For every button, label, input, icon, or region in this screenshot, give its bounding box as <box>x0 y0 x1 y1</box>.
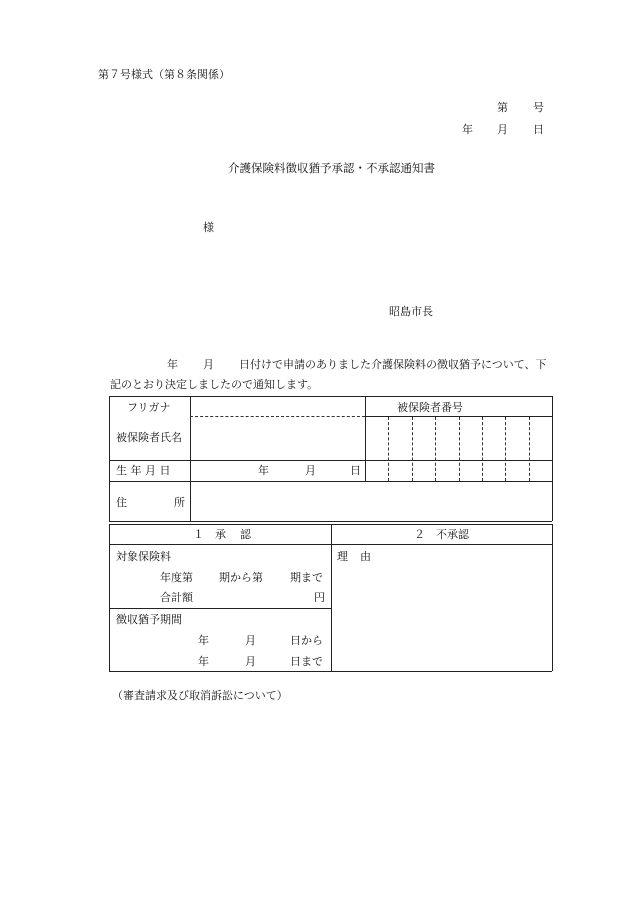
to-year: 年 <box>198 655 209 668</box>
furigana-label: フリガナ <box>127 401 171 414</box>
addressee-suffix: 様 <box>203 221 214 234</box>
digit-divider <box>459 417 460 481</box>
body-month: 月 <box>203 358 214 371</box>
table-left-border <box>109 396 110 521</box>
digit-divider <box>388 417 389 481</box>
furigana-separator <box>190 416 365 417</box>
deferral-period-label: 徴収猶予期間 <box>116 613 182 626</box>
insured-number-label: 被保険者番号 <box>397 401 463 414</box>
digit-divider <box>529 417 530 481</box>
label-column-divider <box>190 396 191 521</box>
birth-year: 年 <box>258 464 269 477</box>
table-right-border <box>552 396 553 521</box>
from-year: 年 <box>198 634 209 647</box>
body-line1: 日付けで申請のありました介護保険料の徴収猶予について、下 <box>239 358 547 371</box>
insured-number-divider <box>365 396 366 481</box>
birth-day: 日 <box>350 464 361 477</box>
decision-center-divider <box>331 524 332 671</box>
header-date-month: 月 <box>497 123 508 136</box>
row-line-birth <box>109 481 552 482</box>
reason-label-a: 理 <box>337 550 348 563</box>
decision-left-border <box>109 524 110 671</box>
address-label-b: 所 <box>174 496 185 509</box>
digit-divider <box>435 417 436 481</box>
to-month: 月 <box>245 655 256 668</box>
to-day: 日まで <box>290 655 323 668</box>
rejected-label: 不承認 <box>436 528 469 541</box>
digit-divider <box>412 417 413 481</box>
deferral-separator <box>109 608 331 609</box>
period-to: 期まで <box>290 571 323 584</box>
approved-a: 承 <box>215 528 226 541</box>
decision-bottom-border <box>109 671 552 672</box>
header-date-year: 年 <box>462 123 473 136</box>
table-top-border <box>109 396 552 397</box>
address-label-a: 住 <box>116 496 127 509</box>
total-label: 合計額 <box>160 591 193 604</box>
reason-label-b: 由 <box>360 550 371 563</box>
body-year: 年 <box>167 358 178 371</box>
approved-num: １ <box>193 528 204 541</box>
form-number: 第７号様式（第８条関係） <box>98 68 230 81</box>
rejected-num: ２ <box>414 528 425 541</box>
birthdate-label: 生 年 月 日 <box>116 464 171 477</box>
decision-right-border <box>552 524 553 671</box>
decision-header-line <box>109 544 552 545</box>
approved-b: 認 <box>240 528 251 541</box>
period-fiscal-year: 年度第 <box>160 571 193 584</box>
from-day: 日から <box>290 634 323 647</box>
digit-divider <box>482 417 483 481</box>
doc-number-go: 号 <box>533 101 544 114</box>
birth-month: 月 <box>305 464 316 477</box>
table-bottom-border <box>109 521 552 522</box>
appeal-note: （審査請求及び取消訴訟について） <box>112 689 288 702</box>
digit-divider <box>505 417 506 481</box>
target-premium-label: 対象保険料 <box>116 550 171 563</box>
row-line-name <box>109 460 552 461</box>
document-title: 介護保険料徴収猶予承認・不承認通知書 <box>228 161 435 175</box>
period-from: 期から第 <box>219 571 263 584</box>
issuer: 昭島市長 <box>389 305 433 318</box>
insured-name-label: 被保険者氏名 <box>116 431 182 444</box>
doc-number-dai: 第 <box>497 101 508 114</box>
yen-unit: 円 <box>314 591 325 604</box>
body-line2: 記のとおり決定しましたので通知します。 <box>110 378 319 391</box>
from-month: 月 <box>245 634 256 647</box>
header-date-day: 日 <box>533 123 544 136</box>
